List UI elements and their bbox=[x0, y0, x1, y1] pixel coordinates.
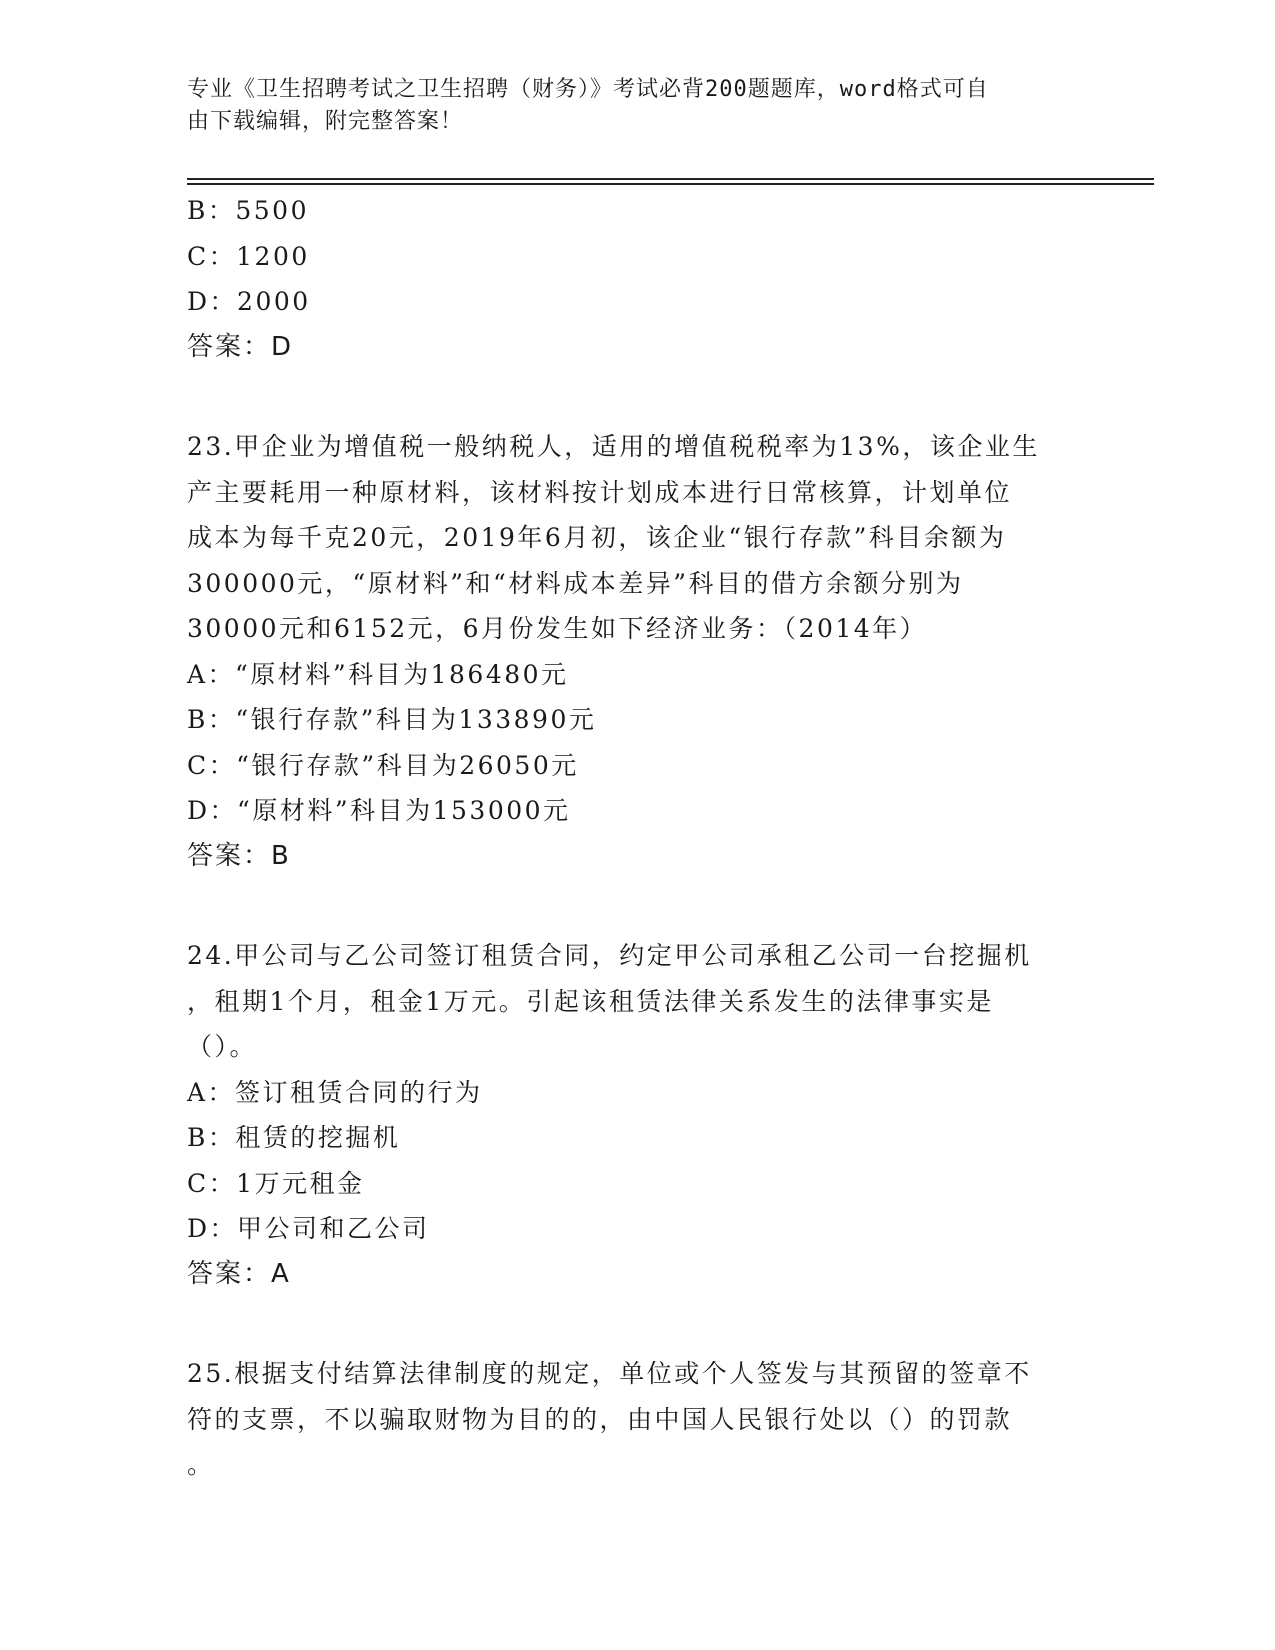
question-22-tail bbox=[187, 188, 1087, 370]
question-text-line: 300000元，“原材料”和“材料成本差异”科目的借方余额分别为 bbox=[187, 568, 964, 598]
question-content bbox=[187, 188, 1087, 1488]
spacer bbox=[187, 879, 1087, 933]
option-a: A：签订租赁合同的行为 bbox=[187, 1077, 483, 1107]
answer-line: 答案：A bbox=[187, 1258, 291, 1289]
option-b: B：租赁的挖掘机 bbox=[187, 1123, 401, 1152]
question-24 bbox=[187, 933, 1087, 1297]
spacer bbox=[187, 1297, 1087, 1351]
question-23 bbox=[187, 424, 1087, 879]
question-text-line: 。 bbox=[187, 1450, 215, 1479]
option-d: D：甲公司和乙公司 bbox=[187, 1214, 430, 1243]
question-text-line: 产主要耗用一种原材料，该材料按计划成本进行日常核算，计划单位 bbox=[187, 477, 1013, 507]
question-25 bbox=[187, 1351, 1087, 1488]
option-c: C：“银行存款”科目为26050元 bbox=[187, 750, 579, 780]
header-divider-top bbox=[187, 178, 1154, 180]
header-divider-bottom bbox=[187, 183, 1154, 185]
option-b: B：5500 bbox=[187, 196, 309, 225]
option-d: D：“原材料”科目为153000元 bbox=[187, 796, 571, 825]
option-c: C：1200 bbox=[187, 241, 310, 271]
option-c: C：1万元租金 bbox=[187, 1168, 365, 1198]
answer-line: 答案：D bbox=[187, 331, 294, 362]
option-d: D：2000 bbox=[187, 287, 311, 316]
question-text-line: （）。 bbox=[187, 1032, 258, 1061]
option-b: B：“银行存款”科目为133890元 bbox=[187, 705, 597, 734]
spacer bbox=[187, 370, 1087, 424]
question-text-line: 30000元和6152元，6月份发生如下经济业务：（2014年） bbox=[187, 614, 928, 643]
answer-line: 答案：B bbox=[187, 840, 291, 871]
header-line-2: 由下载编辑，附完整答案！ bbox=[187, 109, 464, 134]
question-text-line: 符的支票，不以骗取财物为目的的，由中国人民银行处以（）的罚款 bbox=[187, 1404, 1013, 1434]
option-a: A：“原材料”科目为186480元 bbox=[187, 659, 569, 689]
question-text-line: 25.根据支付结算法律制度的规定，单位或个人签发与其预留的签章不 bbox=[187, 1359, 1032, 1388]
question-text-line: 成本为每千克20元，2019年6月初，该企业“银行存款”科目余额为 bbox=[187, 523, 1007, 552]
question-text-line: ，租期1个月，租金1万元。引起该租赁法律关系发生的法律事实是 bbox=[187, 986, 994, 1016]
question-text-line: 23.甲企业为增值税一般纳税人，适用的增值税税率为13%，该企业生 bbox=[187, 432, 1040, 461]
header-line-1: 专业《卫生招聘考试之卫生招聘（财务）》考试必背200题题库，word格式可自 bbox=[187, 77, 989, 102]
question-text-line: 24.甲公司与乙公司签订租赁合同，约定甲公司承租乙公司一台挖掘机 bbox=[187, 941, 1032, 970]
document-header bbox=[187, 74, 1067, 138]
